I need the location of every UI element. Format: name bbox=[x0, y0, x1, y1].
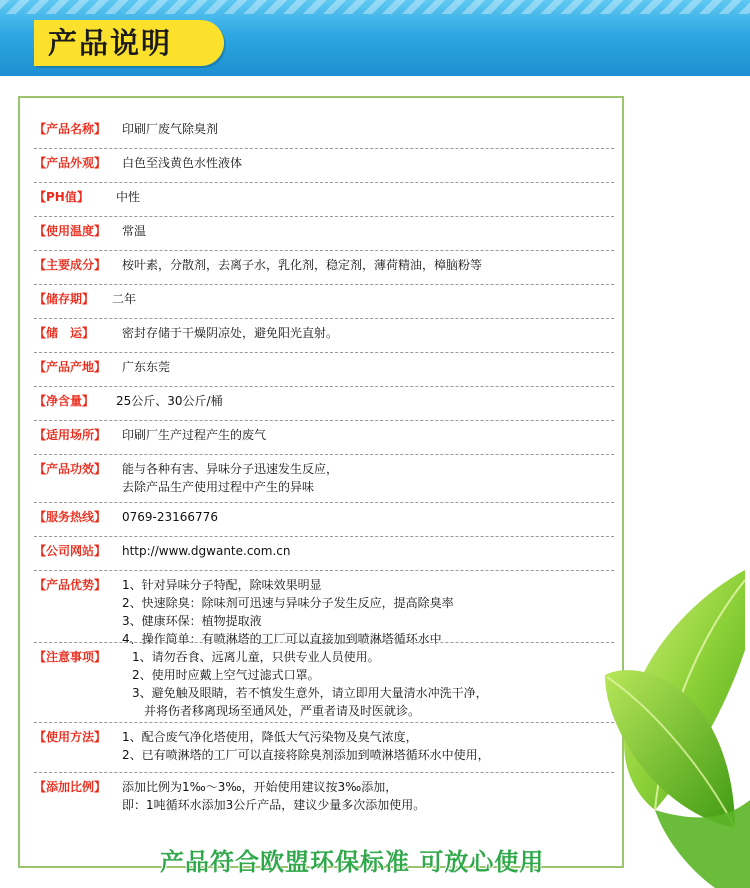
info-label: 【储 运】 bbox=[34, 326, 95, 340]
row-divider bbox=[34, 182, 614, 183]
info-value: 并将伤者移离现场至通风处，严重者请及时医就诊。 bbox=[132, 704, 421, 718]
row-divider bbox=[34, 570, 614, 571]
info-value: 印刷厂生产过程产生的废气 bbox=[122, 428, 267, 442]
info-label: 【服务热线】 bbox=[34, 510, 107, 524]
info-label: 【产品功效】 bbox=[34, 462, 107, 476]
row-divider bbox=[34, 642, 614, 643]
info-label: 【适用场所】 bbox=[34, 428, 107, 442]
info-label: 【使用方法】 bbox=[34, 730, 107, 744]
info-value: 4、操作简单：有喷淋塔的工厂可以直接加到喷淋塔循环水中 bbox=[122, 632, 442, 646]
info-value: 去除产品生产使用过程中产生的异味 bbox=[122, 480, 315, 494]
green-leaf-decoration bbox=[595, 560, 750, 888]
row-divider bbox=[34, 148, 614, 149]
info-label: 【使用温度】 bbox=[34, 224, 107, 238]
info-value: 桉叶素，分散剂，去离子水，乳化剂，稳定剂，薄荷精油，樟脑粉等 bbox=[122, 258, 483, 272]
info-value: 常温 bbox=[122, 224, 147, 238]
info-label: 【储存期】 bbox=[34, 292, 95, 306]
slogan-text: 产品符合欧盟环保标准 可放心使用 bbox=[160, 848, 545, 876]
info-value: 25公斤、30公斤/桶 bbox=[116, 394, 223, 408]
row-divider bbox=[34, 216, 614, 217]
info-label: 【主要成分】 bbox=[34, 258, 107, 272]
info-value: 即：1吨循环水添加3公斤产品，建议少量多次添加使用。 bbox=[122, 798, 426, 812]
info-value: 2、使用时应戴上空气过滤式口罩。 bbox=[132, 668, 320, 682]
info-value: 0769-23166776 bbox=[122, 510, 218, 524]
info-value: 2、已有喷淋塔的工厂可以直接将除臭剂添加到喷淋塔循环水中使用， bbox=[122, 748, 490, 762]
row-divider bbox=[34, 352, 614, 353]
info-value: 3、避免触及眼睛，若不慎发生意外，请立即用大量清水冲洗干净， bbox=[132, 686, 488, 700]
row-divider bbox=[34, 250, 614, 251]
row-divider bbox=[34, 722, 614, 723]
info-value: 能与各种有害、异味分子迅速发生反应， bbox=[122, 462, 339, 476]
info-value: 广东东莞 bbox=[122, 360, 171, 374]
row-divider bbox=[34, 420, 614, 421]
info-label: 【注意事项】 bbox=[34, 650, 107, 664]
info-value: 3、健康环保：植物提取液 bbox=[122, 614, 262, 628]
info-value: http://www.dgwante.com.cn bbox=[122, 544, 291, 558]
info-value: 1、请勿吞食、远离儿童，只供专业人员使用。 bbox=[132, 650, 380, 664]
row-divider bbox=[34, 454, 614, 455]
info-label: 【净含量】 bbox=[34, 394, 95, 408]
page-title: 产品说明 bbox=[48, 26, 173, 60]
row-divider bbox=[34, 318, 614, 319]
info-value: 2、快速除臭：除味剂可迅速与异味分子发生反应，提高除臭率 bbox=[122, 596, 454, 610]
info-value: 二年 bbox=[112, 292, 137, 306]
row-divider bbox=[34, 536, 614, 537]
info-label: 【公司网站】 bbox=[34, 544, 107, 558]
info-label: 【添加比例】 bbox=[34, 780, 107, 794]
banner-stripe-decoration bbox=[0, 0, 750, 14]
info-value: 中性 bbox=[116, 190, 141, 204]
info-label: 【PH值】 bbox=[34, 190, 89, 204]
info-value: 1、针对异味分子特配，除味效果明显 bbox=[122, 578, 322, 592]
row-divider bbox=[34, 284, 614, 285]
info-label: 【产品优势】 bbox=[34, 578, 107, 592]
info-label: 【产品产地】 bbox=[34, 360, 107, 374]
row-divider bbox=[34, 386, 614, 387]
info-value: 添加比例为1‰～3‰，开始使用建议按3‰添加， bbox=[122, 780, 398, 794]
info-value: 密封存储于干燥阴凉处，避免阳光直射。 bbox=[122, 326, 339, 340]
row-divider bbox=[34, 772, 614, 773]
info-value: 1、配合废气净化塔使用，降低大气污染物及臭气浓度， bbox=[122, 730, 418, 744]
row-divider bbox=[34, 502, 614, 503]
info-label: 【产品名称】 bbox=[34, 122, 107, 136]
info-value: 印刷厂废气除臭剂 bbox=[122, 122, 219, 136]
info-value: 白色至浅黄色水性液体 bbox=[122, 156, 243, 170]
info-label: 【产品外观】 bbox=[34, 156, 107, 170]
